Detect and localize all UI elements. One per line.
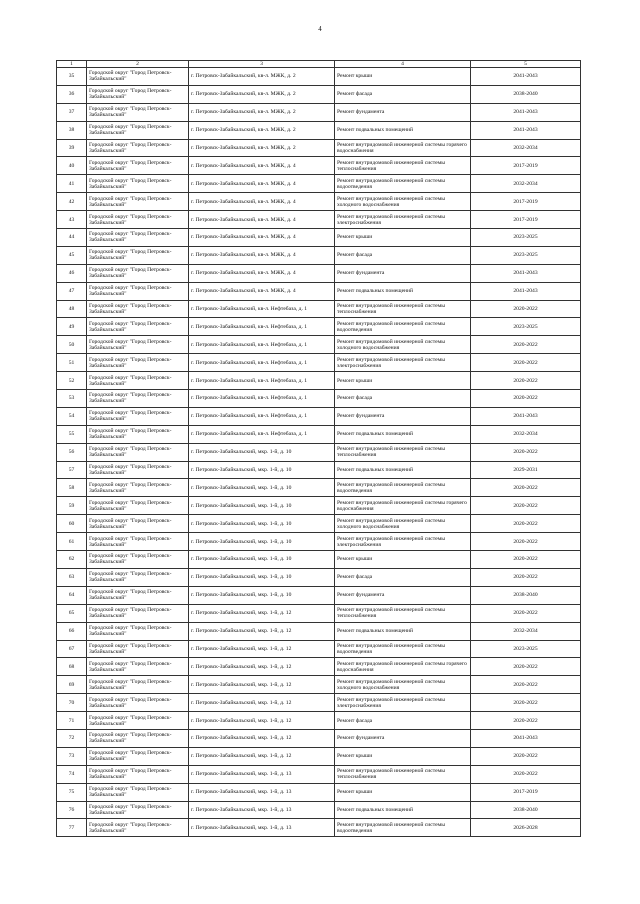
period-cell: 2020-2022 bbox=[471, 479, 581, 497]
table-row bbox=[57, 229, 581, 247]
period-cell: 2020-2022 bbox=[471, 354, 581, 372]
municipality-cell: Городской округ "Город Петровск-Забайкальский" bbox=[87, 729, 189, 747]
row-number: 76 bbox=[57, 801, 87, 819]
address-cell: г. Петровск-Забайкальский, мкр. 1-й, д. 13 bbox=[189, 801, 335, 819]
row-number: 36 bbox=[57, 85, 87, 103]
municipality-cell: Городской округ "Город Петровск-Забайкальский" bbox=[87, 819, 189, 837]
municipality-cell: Городской округ "Город Петровск-Забайкальский" bbox=[87, 103, 189, 121]
address-cell: г. Петровск-Забайкальский, кв-л. МЖК, д. 4 bbox=[189, 211, 335, 229]
table-row bbox=[57, 175, 581, 193]
period-cell: 2020-2022 bbox=[471, 533, 581, 551]
work-type-cell: Ремонт подвальных помещений bbox=[335, 121, 471, 139]
table-row bbox=[57, 336, 581, 354]
period-cell: 2038-2040 bbox=[471, 801, 581, 819]
work-type-cell: Ремонт фасада bbox=[335, 85, 471, 103]
address-cell: г. Петровск-Забайкальский, мкр. 1-й, д. 12 bbox=[189, 676, 335, 694]
period-cell: 2041-2043 bbox=[471, 103, 581, 121]
municipality-cell: Городской округ "Город Петровск-Забайкальский" bbox=[87, 425, 189, 443]
work-type-cell: Ремонт внутридомовой инженерной системы теплоснабжения bbox=[335, 443, 471, 461]
row-number: 42 bbox=[57, 193, 87, 211]
table-row bbox=[57, 211, 581, 229]
work-type-cell: Ремонт подвальных помещений bbox=[335, 622, 471, 640]
municipality-cell: Городской округ "Город Петровск-Забайкальский" bbox=[87, 139, 189, 157]
work-type-cell: Ремонт крыши bbox=[335, 551, 471, 569]
row-number: 70 bbox=[57, 694, 87, 712]
municipality-cell: Городской округ "Город Петровск-Забайкальский" bbox=[87, 157, 189, 175]
period-cell: 2020-2022 bbox=[471, 658, 581, 676]
address-cell: г. Петровск-Забайкальский, кв-л. МЖК, д. 4 bbox=[189, 175, 335, 193]
period-cell: 2020-2022 bbox=[471, 372, 581, 390]
table-row bbox=[57, 390, 581, 408]
address-cell: г. Петровск-Забайкальский, мкр. 1-й, д. 10 bbox=[189, 568, 335, 586]
work-type-cell: Ремонт подвальных помещений bbox=[335, 282, 471, 300]
municipality-cell: Городской округ "Город Петровск-Забайкальский" bbox=[87, 747, 189, 765]
period-cell: 2017-2019 bbox=[471, 193, 581, 211]
table-row bbox=[57, 676, 581, 694]
table-row bbox=[57, 568, 581, 586]
row-number: 41 bbox=[57, 175, 87, 193]
work-type-cell: Ремонт фасада bbox=[335, 712, 471, 730]
row-number: 40 bbox=[57, 157, 87, 175]
period-cell: 2020-2022 bbox=[471, 336, 581, 354]
address-cell: г. Петровск-Забайкальский, кв-л. Нефтебаза, д. 1 bbox=[189, 372, 335, 390]
municipality-cell: Городской округ "Город Петровск-Забайкальский" bbox=[87, 68, 189, 86]
work-type-cell: Ремонт внутридомовой инженерной системы теплоснабжения bbox=[335, 604, 471, 622]
period-cell: 2017-2019 bbox=[471, 783, 581, 801]
municipality-cell: Городской округ "Город Петровск-Забайкальский" bbox=[87, 443, 189, 461]
municipality-cell: Городской округ "Город Петровск-Забайкальский" bbox=[87, 622, 189, 640]
address-cell: г. Петровск-Забайкальский, мкр. 1-й, д. 10 bbox=[189, 586, 335, 604]
work-type-cell: Ремонт внутридомовой инженерной системы теплоснабжения bbox=[335, 765, 471, 783]
period-cell: 2032-2034 bbox=[471, 139, 581, 157]
table-row bbox=[57, 622, 581, 640]
municipality-cell: Городской округ "Город Петровск-Забайкальский" bbox=[87, 497, 189, 515]
table-row bbox=[57, 300, 581, 318]
table-row bbox=[57, 461, 581, 479]
work-type-cell: Ремонт внутридомовой инженерной системы электроснабжения bbox=[335, 211, 471, 229]
address-cell: г. Петровск-Забайкальский, мкр. 1-й, д. 12 bbox=[189, 712, 335, 730]
period-cell: 2020-2022 bbox=[471, 568, 581, 586]
address-cell: г. Петровск-Забайкальский, кв-л. МЖК, д. 2 bbox=[189, 103, 335, 121]
table-row bbox=[57, 551, 581, 569]
period-cell: 2032-2034 bbox=[471, 622, 581, 640]
period-cell: 2038-2040 bbox=[471, 85, 581, 103]
period-cell: 2017-2019 bbox=[471, 157, 581, 175]
municipality-cell: Городской округ "Город Петровск-Забайкальский" bbox=[87, 765, 189, 783]
address-cell: г. Петровск-Забайкальский, мкр. 1-й, д. 13 bbox=[189, 765, 335, 783]
period-cell: 2032-2034 bbox=[471, 425, 581, 443]
address-cell: г. Петровск-Забайкальский, кв-л. МЖК, д. 4 bbox=[189, 193, 335, 211]
address-cell: г. Петровск-Забайкальский, мкр. 1-й, д. 10 bbox=[189, 551, 335, 569]
work-type-cell: Ремонт крыши bbox=[335, 783, 471, 801]
work-type-cell: Ремонт внутридомовой инженерной системы водоотведения bbox=[335, 175, 471, 193]
period-cell: 2023-2025 bbox=[471, 640, 581, 658]
table-row bbox=[57, 407, 581, 425]
work-type-cell: Ремонт внутридомовой инженерной системы теплоснабжения bbox=[335, 300, 471, 318]
municipality-cell: Городской округ "Город Петровск-Забайкальский" bbox=[87, 551, 189, 569]
address-cell: г. Петровск-Забайкальский, кв-л. МЖК, д. 4 bbox=[189, 229, 335, 247]
page-number: 4 bbox=[318, 25, 322, 33]
row-number: 68 bbox=[57, 658, 87, 676]
table-row bbox=[57, 193, 581, 211]
table-row bbox=[57, 121, 581, 139]
work-type-cell: Ремонт фундамента bbox=[335, 407, 471, 425]
row-number: 52 bbox=[57, 372, 87, 390]
municipality-cell: Городской округ "Город Петровск-Забайкальский" bbox=[87, 533, 189, 551]
table-row bbox=[57, 515, 581, 533]
municipality-cell: Городской округ "Город Петровск-Забайкальский" bbox=[87, 264, 189, 282]
work-type-cell: Ремонт внутридомовой инженерной системы водоотведения bbox=[335, 640, 471, 658]
table-row bbox=[57, 586, 581, 604]
table-row bbox=[57, 819, 581, 837]
municipality-cell: Городской округ "Город Петровск-Забайкальский" bbox=[87, 604, 189, 622]
table-row bbox=[57, 282, 581, 300]
row-number: 64 bbox=[57, 586, 87, 604]
work-type-cell: Ремонт внутридомовой инженерной системы теплоснабжения bbox=[335, 157, 471, 175]
work-type-cell: Ремонт крыши bbox=[335, 372, 471, 390]
address-cell: г. Петровск-Забайкальский, мкр. 1-й, д. 10 bbox=[189, 533, 335, 551]
address-cell: г. Петровск-Забайкальский, кв-л. Нефтебаза, д. 1 bbox=[189, 407, 335, 425]
work-type-cell: Ремонт фундамента bbox=[335, 729, 471, 747]
address-cell: г. Петровск-Забайкальский, кв-л. МЖК, д. 2 bbox=[189, 121, 335, 139]
work-type-cell: Ремонт фундамента bbox=[335, 586, 471, 604]
table-row bbox=[57, 103, 581, 121]
table-row bbox=[57, 85, 581, 103]
address-cell: г. Петровск-Забайкальский, мкр. 1-й, д. 12 bbox=[189, 640, 335, 658]
work-type-cell: Ремонт внутридомовой инженерной системы холодного водоснабжения bbox=[335, 336, 471, 354]
row-number: 65 bbox=[57, 604, 87, 622]
address-cell: г. Петровск-Забайкальский, кв-л. МЖК, д. 2 bbox=[189, 68, 335, 86]
municipality-cell: Городской округ "Город Петровск-Забайкальский" bbox=[87, 515, 189, 533]
address-cell: г. Петровск-Забайкальский, мкр. 1-й, д. 10 bbox=[189, 479, 335, 497]
row-number: 48 bbox=[57, 300, 87, 318]
period-cell: 2041-2043 bbox=[471, 264, 581, 282]
period-cell: 2020-2022 bbox=[471, 604, 581, 622]
municipality-cell: Городской округ "Город Петровск-Забайкальский" bbox=[87, 658, 189, 676]
table-row bbox=[57, 783, 581, 801]
address-cell: г. Петровск-Забайкальский, мкр. 1-й, д. 12 bbox=[189, 729, 335, 747]
row-number: 71 bbox=[57, 712, 87, 730]
work-type-cell: Ремонт внутридомовой инженерной системы горячего водоснабжения bbox=[335, 497, 471, 515]
table-row bbox=[57, 354, 581, 372]
work-type-cell: Ремонт внутридомовой инженерной системы электроснабжения bbox=[335, 533, 471, 551]
period-cell: 2032-2034 bbox=[471, 175, 581, 193]
municipality-cell: Городской округ "Город Петровск-Забайкальский" bbox=[87, 568, 189, 586]
work-type-cell: Ремонт крыши bbox=[335, 68, 471, 86]
table-row bbox=[57, 443, 581, 461]
municipality-cell: Городской округ "Город Петровск-Забайкальский" bbox=[87, 246, 189, 264]
period-cell: 2020-2022 bbox=[471, 712, 581, 730]
table-row bbox=[57, 318, 581, 336]
address-cell: г. Петровск-Забайкальский, мкр. 1-й, д. 12 bbox=[189, 747, 335, 765]
period-cell: 2029-2031 bbox=[471, 461, 581, 479]
period-cell: 2041-2043 bbox=[471, 407, 581, 425]
work-type-cell: Ремонт крыши bbox=[335, 229, 471, 247]
table-row bbox=[57, 264, 581, 282]
table-row bbox=[57, 139, 581, 157]
row-number: 44 bbox=[57, 229, 87, 247]
address-cell: г. Петровск-Забайкальский, мкр. 1-й, д. 10 bbox=[189, 461, 335, 479]
table-row bbox=[57, 372, 581, 390]
period-cell: 2020-2022 bbox=[471, 443, 581, 461]
municipality-cell: Городской округ "Город Петровск-Забайкальский" bbox=[87, 193, 189, 211]
work-type-cell: Ремонт фасада bbox=[335, 246, 471, 264]
work-type-cell: Ремонт внутридомовой инженерной системы электроснабжения bbox=[335, 354, 471, 372]
row-number: 61 bbox=[57, 533, 87, 551]
municipality-cell: Городской округ "Город Петровск-Забайкальский" bbox=[87, 211, 189, 229]
row-number: 74 bbox=[57, 765, 87, 783]
municipality-cell: Городской округ "Город Петровск-Забайкальский" bbox=[87, 300, 189, 318]
municipality-cell: Городской округ "Город Петровск-Забайкальский" bbox=[87, 282, 189, 300]
address-cell: г. Петровск-Забайкальский, мкр. 1-й, д. 12 bbox=[189, 604, 335, 622]
period-cell: 2023-2025 bbox=[471, 246, 581, 264]
table-row bbox=[57, 658, 581, 676]
period-cell: 2020-2022 bbox=[471, 497, 581, 515]
address-cell: г. Петровск-Забайкальский, мкр. 1-й, д. 12 bbox=[189, 658, 335, 676]
column-header-1: 1 bbox=[57, 61, 87, 68]
row-number: 50 bbox=[57, 336, 87, 354]
address-cell: г. Петровск-Забайкальский, кв-л. МЖК, д. 4 bbox=[189, 264, 335, 282]
row-number: 37 bbox=[57, 103, 87, 121]
row-number: 69 bbox=[57, 676, 87, 694]
work-type-cell: Ремонт фундамента bbox=[335, 103, 471, 121]
municipality-cell: Городской округ "Город Петровск-Забайкальский" bbox=[87, 229, 189, 247]
work-type-cell: Ремонт подвальных помещений bbox=[335, 425, 471, 443]
address-cell: г. Петровск-Забайкальский, мкр. 1-й, д. 10 bbox=[189, 443, 335, 461]
period-cell: 2026-2028 bbox=[471, 819, 581, 837]
table-row bbox=[57, 157, 581, 175]
row-number: 55 bbox=[57, 425, 87, 443]
table-row bbox=[57, 497, 581, 515]
row-number: 51 bbox=[57, 354, 87, 372]
address-cell: г. Петровск-Забайкальский, кв-л. МЖК, д. 4 bbox=[189, 157, 335, 175]
row-number: 57 bbox=[57, 461, 87, 479]
table-row bbox=[57, 604, 581, 622]
table-row bbox=[57, 533, 581, 551]
table-row bbox=[57, 747, 581, 765]
period-cell: 2023-2025 bbox=[471, 229, 581, 247]
municipality-cell: Городской округ "Город Петровск-Забайкальский" bbox=[87, 407, 189, 425]
table-row bbox=[57, 425, 581, 443]
period-cell: 2020-2022 bbox=[471, 694, 581, 712]
period-cell: 2041-2043 bbox=[471, 68, 581, 86]
row-number: 56 bbox=[57, 443, 87, 461]
period-cell: 2023-2025 bbox=[471, 318, 581, 336]
row-number: 75 bbox=[57, 783, 87, 801]
work-type-cell: Ремонт фасада bbox=[335, 568, 471, 586]
address-cell: г. Петровск-Забайкальский, кв-л. Нефтебаза, д. 1 bbox=[189, 425, 335, 443]
work-type-cell: Ремонт фундамента bbox=[335, 264, 471, 282]
address-cell: г. Петровск-Забайкальский, кв-л. Нефтебаза, д. 1 bbox=[189, 300, 335, 318]
table-row bbox=[57, 729, 581, 747]
row-number: 67 bbox=[57, 640, 87, 658]
row-number: 62 bbox=[57, 551, 87, 569]
table-row bbox=[57, 479, 581, 497]
table-header bbox=[57, 61, 581, 68]
municipality-cell: Городской округ "Город Петровск-Забайкальский" bbox=[87, 801, 189, 819]
period-cell: 2041-2043 bbox=[471, 729, 581, 747]
table-row bbox=[57, 68, 581, 86]
table-row bbox=[57, 712, 581, 730]
work-type-cell: Ремонт внутридомовой инженерной системы водоотведения bbox=[335, 479, 471, 497]
column-header-4: 4 bbox=[335, 61, 471, 68]
address-cell: г. Петровск-Забайкальский, кв-л. Нефтебаза, д. 1 bbox=[189, 354, 335, 372]
address-cell: г. Петровск-Забайкальский, мкр. 1-й, д. 13 bbox=[189, 819, 335, 837]
work-type-cell: Ремонт фасада bbox=[335, 390, 471, 408]
row-number: 59 bbox=[57, 497, 87, 515]
period-cell: 2020-2022 bbox=[471, 676, 581, 694]
municipality-cell: Городской округ "Город Петровск-Забайкальский" bbox=[87, 712, 189, 730]
municipality-cell: Городской округ "Город Петровск-Забайкальский" bbox=[87, 372, 189, 390]
row-number: 73 bbox=[57, 747, 87, 765]
period-cell: 2041-2043 bbox=[471, 282, 581, 300]
municipality-cell: Городской округ "Город Петровск-Забайкальский" bbox=[87, 318, 189, 336]
table-body bbox=[57, 68, 581, 837]
row-number: 45 bbox=[57, 246, 87, 264]
work-type-cell: Ремонт внутридомовой инженерной системы холодного водоснабжения bbox=[335, 193, 471, 211]
work-type-cell: Ремонт внутридомовой инженерной системы холодного водоснабжения bbox=[335, 515, 471, 533]
municipality-cell: Городской округ "Город Петровск-Забайкальский" bbox=[87, 85, 189, 103]
address-cell: г. Петровск-Забайкальский, кв-л. Нефтебаза, д. 1 bbox=[189, 390, 335, 408]
table-row bbox=[57, 801, 581, 819]
period-cell: 2041-2043 bbox=[471, 121, 581, 139]
row-number: 53 bbox=[57, 390, 87, 408]
column-header-2: 2 bbox=[87, 61, 189, 68]
table-row bbox=[57, 246, 581, 264]
column-header-5: 5 bbox=[471, 61, 581, 68]
row-number: 39 bbox=[57, 139, 87, 157]
column-header-3: 3 bbox=[189, 61, 335, 68]
address-cell: г. Петровск-Забайкальский, кв-л. МЖК, д. 4 bbox=[189, 246, 335, 264]
work-type-cell: Ремонт подвальных помещений bbox=[335, 461, 471, 479]
period-cell: 2017-2019 bbox=[471, 211, 581, 229]
municipality-cell: Городской округ "Город Петровск-Забайкальский" bbox=[87, 640, 189, 658]
address-cell: г. Петровск-Забайкальский, кв-л. МЖК, д. 4 bbox=[189, 282, 335, 300]
address-cell: г. Петровск-Забайкальский, мкр. 1-й, д. 10 bbox=[189, 515, 335, 533]
address-cell: г. Петровск-Забайкальский, мкр. 1-й, д. 12 bbox=[189, 694, 335, 712]
row-number: 72 bbox=[57, 729, 87, 747]
municipality-cell: Городской округ "Город Петровск-Забайкальский" bbox=[87, 461, 189, 479]
row-number: 38 bbox=[57, 121, 87, 139]
address-cell: г. Петровск-Забайкальский, мкр. 1-й, д. 13 bbox=[189, 783, 335, 801]
work-type-cell: Ремонт внутридомовой инженерной системы горячего водоснабжения bbox=[335, 139, 471, 157]
municipality-cell: Городской округ "Город Петровск-Забайкальский" bbox=[87, 336, 189, 354]
row-number: 77 bbox=[57, 819, 87, 837]
period-cell: 2020-2022 bbox=[471, 300, 581, 318]
period-cell: 2020-2022 bbox=[471, 551, 581, 569]
municipality-cell: Городской округ "Город Петровск-Забайкальский" bbox=[87, 783, 189, 801]
period-cell: 2020-2022 bbox=[471, 515, 581, 533]
table-row bbox=[57, 694, 581, 712]
address-cell: г. Петровск-Забайкальский, кв-л. МЖК, д. 2 bbox=[189, 85, 335, 103]
work-type-cell: Ремонт внутридомовой инженерной системы электроснабжения bbox=[335, 694, 471, 712]
address-cell: г. Петровск-Забайкальский, мкр. 1-й, д. 12 bbox=[189, 622, 335, 640]
row-number: 46 bbox=[57, 264, 87, 282]
address-cell: г. Петровск-Забайкальский, мкр. 1-й, д. 10 bbox=[189, 497, 335, 515]
row-number: 60 bbox=[57, 515, 87, 533]
address-cell: г. Петровск-Забайкальский, кв-л. Нефтебаза, д. 1 bbox=[189, 318, 335, 336]
address-cell: г. Петровск-Забайкальский, кв-л. МЖК, д. 2 bbox=[189, 139, 335, 157]
row-number: 58 bbox=[57, 479, 87, 497]
row-number: 43 bbox=[57, 211, 87, 229]
period-cell: 2020-2022 bbox=[471, 390, 581, 408]
period-cell: 2038-2040 bbox=[471, 586, 581, 604]
municipality-cell: Городской округ "Город Петровск-Забайкальский" bbox=[87, 354, 189, 372]
row-number: 63 bbox=[57, 568, 87, 586]
address-cell: г. Петровск-Забайкальский, кв-л. Нефтебаза, д. 1 bbox=[189, 336, 335, 354]
work-type-cell: Ремонт внутридомовой инженерной системы холодного водоснабжения bbox=[335, 676, 471, 694]
work-type-cell: Ремонт внутридомовой инженерной системы водоотведения bbox=[335, 318, 471, 336]
header-row bbox=[57, 61, 581, 68]
work-type-cell: Ремонт крыши bbox=[335, 747, 471, 765]
municipality-cell: Городской округ "Город Петровск-Забайкальский" bbox=[87, 586, 189, 604]
municipality-cell: Городской округ "Город Петровск-Забайкальский" bbox=[87, 694, 189, 712]
municipality-cell: Городской округ "Город Петровск-Забайкальский" bbox=[87, 121, 189, 139]
row-number: 54 bbox=[57, 407, 87, 425]
row-number: 47 bbox=[57, 282, 87, 300]
table-row bbox=[57, 765, 581, 783]
row-number: 35 bbox=[57, 68, 87, 86]
municipality-cell: Городской округ "Город Петровск-Забайкальский" bbox=[87, 175, 189, 193]
work-type-cell: Ремонт внутридомовой инженерной системы горячего водоснабжения bbox=[335, 658, 471, 676]
table-row bbox=[57, 640, 581, 658]
municipality-cell: Городской округ "Город Петровск-Забайкальский" bbox=[87, 479, 189, 497]
municipality-cell: Городской округ "Город Петровск-Забайкальский" bbox=[87, 390, 189, 408]
row-number: 49 bbox=[57, 318, 87, 336]
work-type-cell: Ремонт внутридомовой инженерной системы водоотведения bbox=[335, 819, 471, 837]
period-cell: 2020-2022 bbox=[471, 765, 581, 783]
period-cell: 2020-2022 bbox=[471, 747, 581, 765]
repair-schedule-table bbox=[56, 60, 581, 837]
work-type-cell: Ремонт подвальных помещений bbox=[335, 801, 471, 819]
municipality-cell: Городской округ "Город Петровск-Забайкальский" bbox=[87, 676, 189, 694]
row-number: 66 bbox=[57, 622, 87, 640]
